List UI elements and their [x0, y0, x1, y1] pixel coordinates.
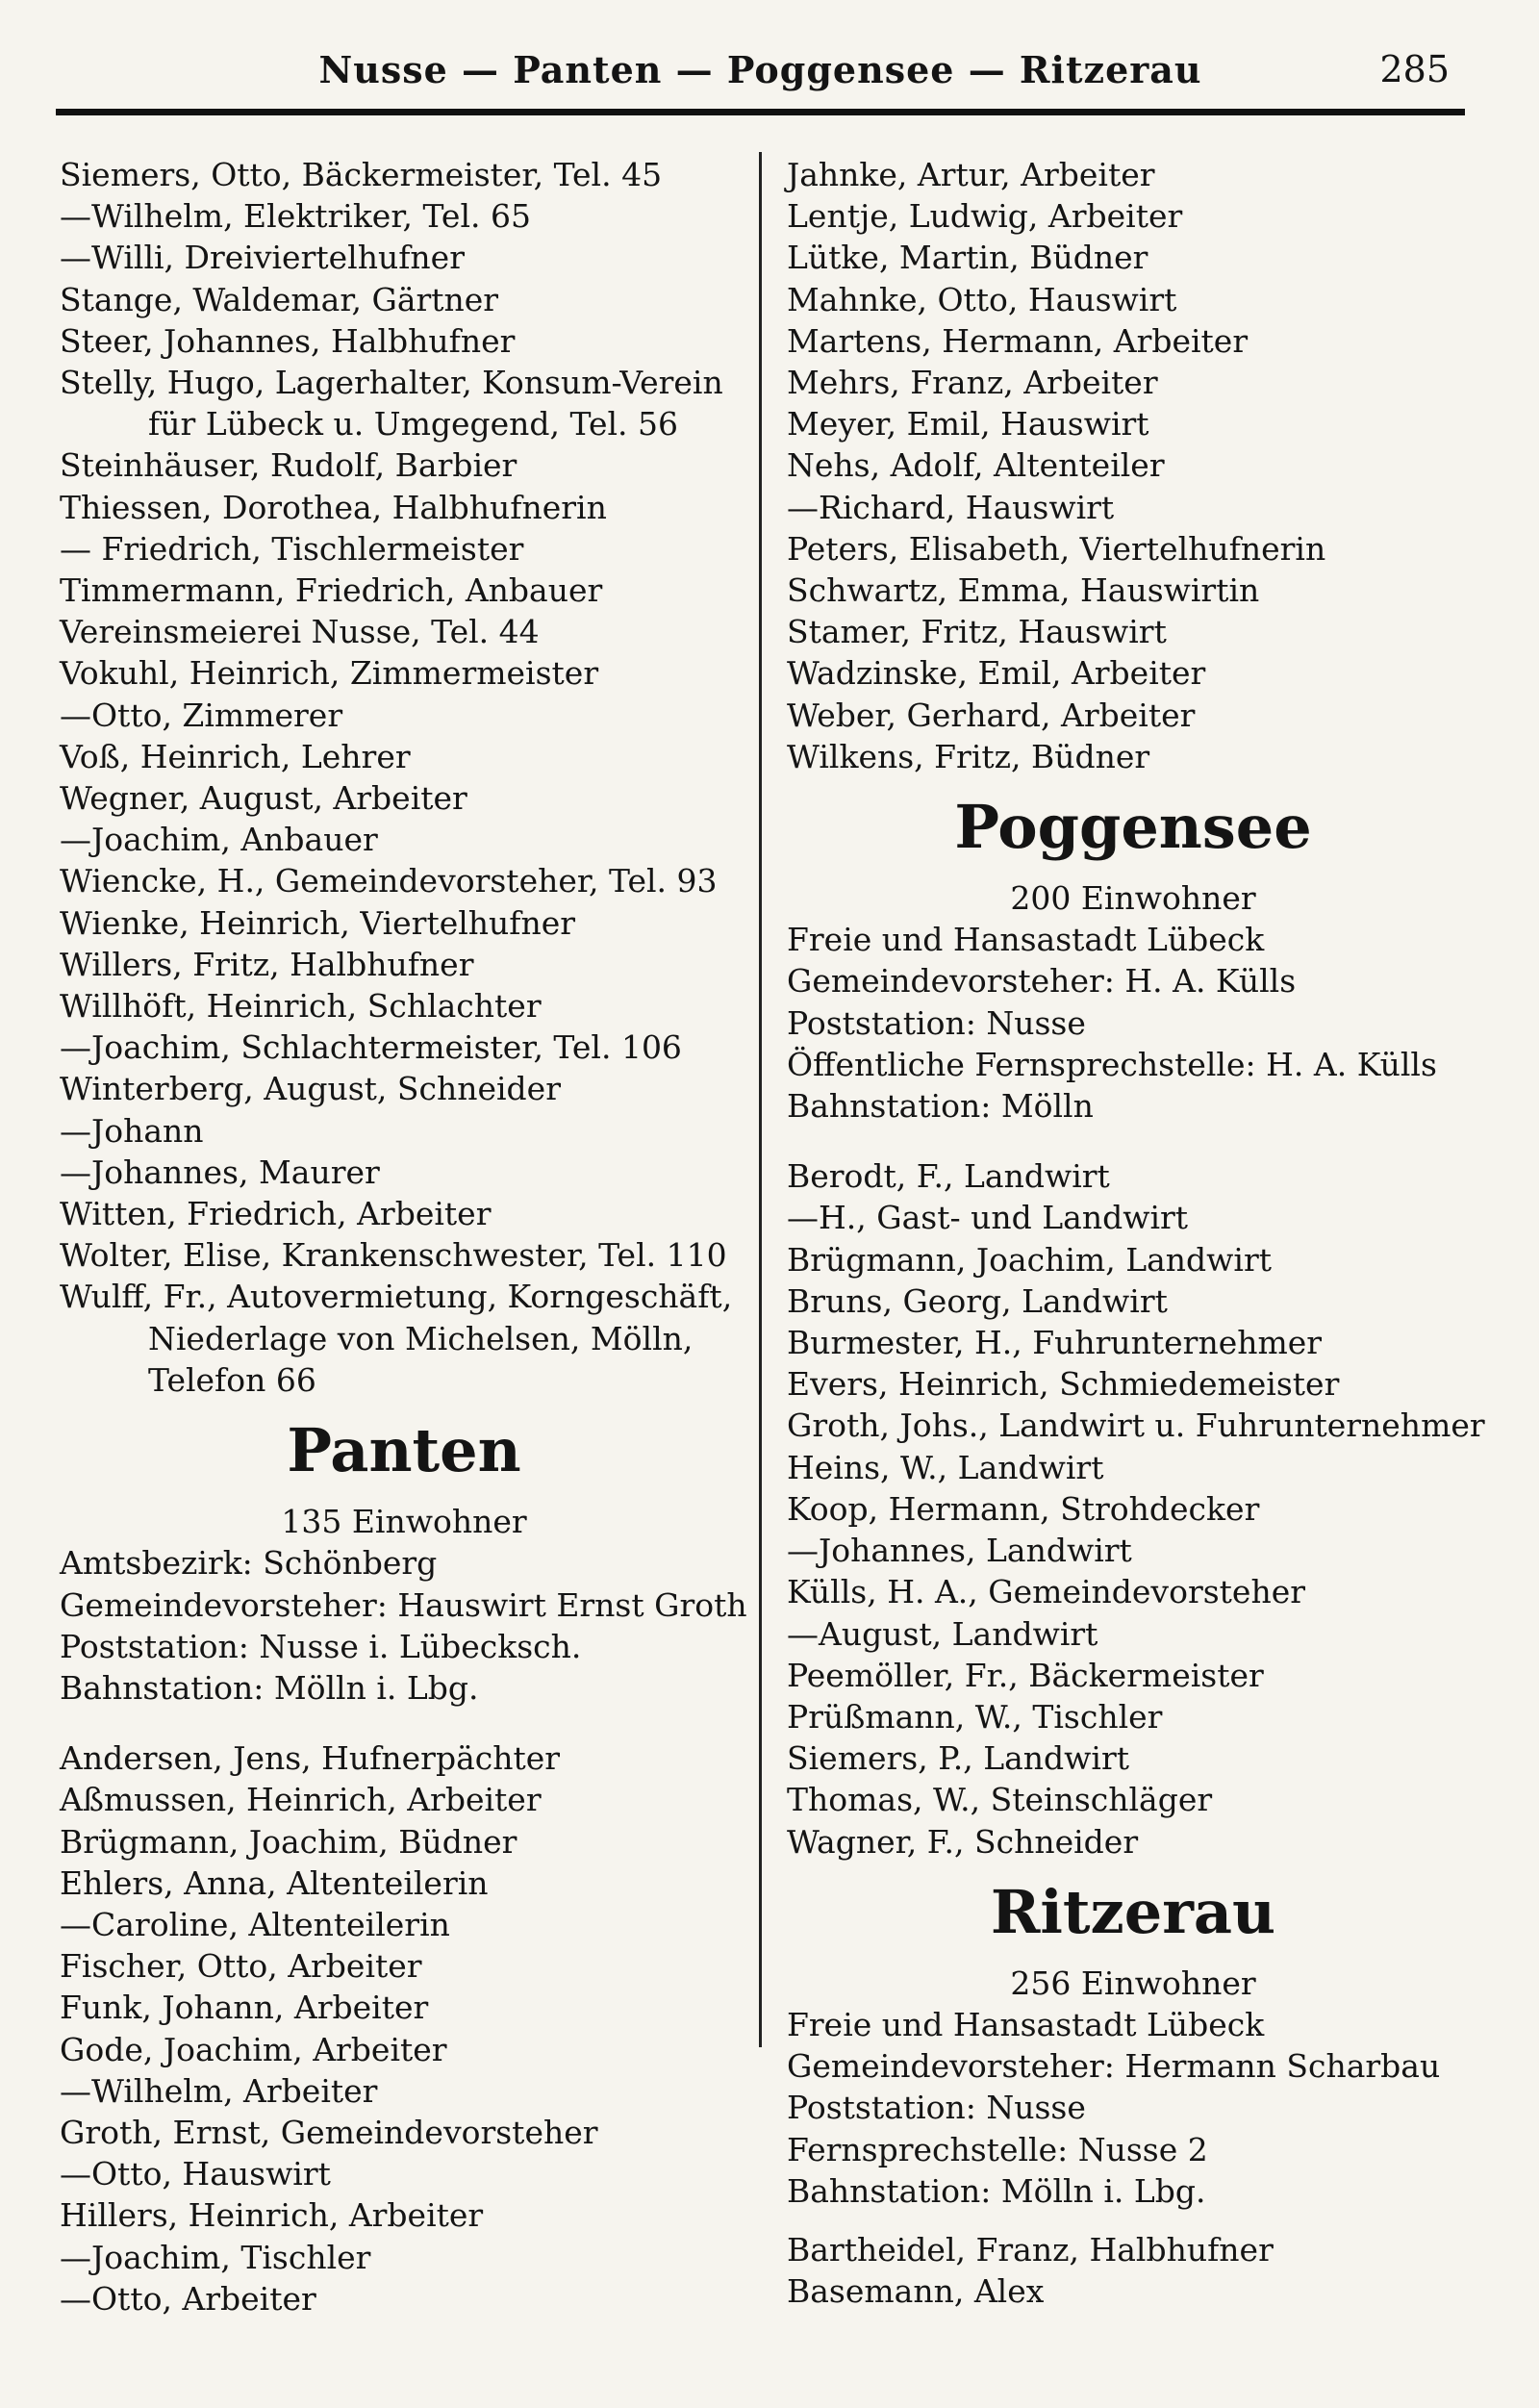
list-item: Burmester, H., Fuhrunternehmer — [787, 1324, 1323, 1362]
list-item: Wegner, August, Arbeiter — [60, 779, 467, 818]
list-item: Stamer, Fritz, Hauswirt — [787, 613, 1167, 651]
list-item: Witten, Friedrich, Arbeiter — [60, 1195, 492, 1233]
list-item: Heins, W., Landwirt — [787, 1448, 1104, 1486]
section-title-poggensee: Poggensee — [954, 792, 1312, 863]
population-count: 135 Einwohner — [281, 1503, 527, 1541]
list-item: Mahnke, Otto, Hauswirt — [787, 280, 1177, 318]
list-item: Lentje, Ludwig, Arbeiter — [787, 197, 1183, 236]
list-item: Wiencke, H., Gemeindevorsteher, Tel. 93 — [60, 862, 718, 900]
list-item: Steinhäuser, Rudolf, Barbier — [60, 446, 517, 485]
list-item: Jahnke, Artur, Arbeiter — [787, 156, 1155, 193]
info-line: Freie und Hansastadt Lübeck — [787, 921, 1265, 959]
list-item: Mehrs, Franz, Arbeiter — [787, 364, 1158, 402]
info-line: Poststation: Nusse — [787, 1003, 1086, 1042]
list-item: —Johannes, Maurer — [60, 1153, 380, 1191]
info-line: Gemeindevorsteher: Hauswirt Ernst Groth — [60, 1585, 747, 1624]
info-line: Freie und Hansastadt Lübeck — [787, 2005, 1265, 2043]
list-item: —H., Gast- und Landwirt — [787, 1199, 1189, 1237]
column-divider — [759, 152, 762, 2047]
list-item: Andersen, Jens, Hufnerpächter — [60, 1739, 561, 1778]
list-item: Voß, Heinrich, Lehrer — [60, 737, 411, 775]
list-item: Willers, Fritz, Halbhufner — [60, 945, 474, 983]
list-item: Stelly, Hugo, Lagerhalter, Konsum-Verein — [60, 364, 723, 402]
page-header — [56, 38, 1465, 106]
list-item: —Johannes, Landwirt — [787, 1532, 1132, 1570]
list-item: Schwartz, Emma, Hauswirtin — [787, 571, 1260, 610]
list-item: Brügmann, Joachim, Büdner — [60, 1822, 517, 1861]
list-item: — Friedrich, Tischlermeister — [60, 529, 524, 568]
list-item: Brügmann, Joachim, Landwirt — [787, 1240, 1272, 1279]
list-item: —Wilhelm, Elektriker, Tel. 65 — [60, 197, 531, 236]
list-item: Thiessen, Dorothea, Halbhufnerin — [60, 488, 607, 526]
list-item: Koop, Hermann, Strohdecker — [787, 1489, 1260, 1528]
list-item: Groth, Ernst, Gemeindevorsteher — [60, 2113, 598, 2151]
list-item: —Joachim, Tischler — [60, 2238, 371, 2276]
population-count: 256 Einwohner — [1010, 1964, 1256, 2002]
list-item: Ehlers, Anna, Altenteilerin — [60, 1863, 489, 1902]
list-item: Weber, Gerhard, Arbeiter — [787, 696, 1196, 734]
info-line: Poststation: Nusse i. Lübecksch. — [60, 1627, 582, 1665]
info-line: Poststation: Nusse — [787, 2089, 1086, 2127]
list-item: Vokuhl, Heinrich, Zimmermeister — [60, 654, 599, 693]
list-item: Meyer, Emil, Hauswirt — [787, 405, 1149, 444]
list-item: Peters, Elisabeth, Viertelhufnerin — [787, 529, 1326, 568]
list-item-continuation: für Lübeck u. Umgegend, Tel. 56 — [148, 405, 679, 444]
list-item: Thomas, W., Steinschläger — [787, 1781, 1213, 1819]
list-item: Wadzinske, Emil, Arbeiter — [787, 654, 1206, 693]
list-item: —Otto, Arbeiter — [60, 2279, 316, 2318]
section-title-panten: Panten — [287, 1415, 521, 1486]
list-item: Winterberg, August, Schneider — [60, 1070, 561, 1108]
list-item: —Otto, Hauswirt — [60, 2155, 331, 2193]
list-item: Siemers, P., Landwirt — [787, 1739, 1129, 1778]
list-item: Wolter, Elise, Krankenschwester, Tel. 110 — [60, 1236, 727, 1275]
list-item: Groth, Johs., Landwirt u. Fuhrunternehmer — [787, 1407, 1485, 1445]
list-item: Berodt, F., Landwirt — [787, 1157, 1110, 1196]
section-title-ritzerau: Ritzerau — [990, 1876, 1276, 1947]
list-item: Vereinsmeierei Nusse, Tel. 44 — [60, 613, 540, 651]
list-item: Fischer, Otto, Arbeiter — [60, 1947, 422, 1986]
list-item: Evers, Heinrich, Schmiedemeister — [787, 1365, 1340, 1404]
list-item: —Joachim, Anbauer — [60, 821, 378, 859]
info-line: Gemeindevorsteher: H. A. Külls — [787, 962, 1297, 1001]
list-item: Siemers, Otto, Bäckermeister, Tel. 45 — [60, 156, 663, 193]
right-column — [787, 154, 1485, 2312]
list-item: Hillers, Heinrich, Arbeiter — [60, 2196, 484, 2235]
running-title: Nusse — Panten — Poggensee — Ritzerau — [318, 48, 1202, 91]
list-item: Steer, Johannes, Halbhufner — [60, 321, 516, 360]
list-item: Bruns, Georg, Landwirt — [787, 1281, 1168, 1320]
list-item: Külls, H. A., Gemeindevorsteher — [787, 1573, 1306, 1611]
population-count: 200 Einwohner — [1010, 879, 1256, 918]
list-item-continuation: Niederlage von Michelsen, Mölln, — [148, 1319, 694, 1357]
list-item: —Wilhelm, Arbeiter — [60, 2071, 378, 2110]
list-item: Wagner, F., Schneider — [787, 1822, 1139, 1861]
list-item: —Willi, Dreiviertelhufner — [60, 239, 465, 277]
page-number: 285 — [1379, 48, 1450, 90]
header-rule — [56, 109, 1465, 115]
list-item: —August, Landwirt — [787, 1614, 1098, 1653]
list-item: Prüßmann, W., Tischler — [787, 1697, 1163, 1736]
info-line: Gemeindevorsteher: Hermann Scharbau — [787, 2047, 1441, 2086]
info-line: Fernsprechstelle: Nusse 2 — [787, 2130, 1208, 2168]
list-item: Wienke, Heinrich, Viertelhufner — [60, 903, 576, 942]
list-item: Aßmussen, Heinrich, Arbeiter — [60, 1781, 542, 1819]
info-line: Bahnstation: Mölln — [787, 1087, 1094, 1126]
list-item: —Joachim, Schlachtermeister, Tel. 106 — [60, 1028, 682, 1067]
list-item: Stange, Waldemar, Gärtner — [60, 280, 499, 318]
left-column — [60, 154, 748, 2319]
list-item: —Otto, Zimmerer — [60, 696, 343, 734]
list-item: Funk, Johann, Arbeiter — [60, 1989, 429, 2027]
list-item: Gode, Joachim, Arbeiter — [60, 2030, 447, 2068]
list-item: Willhöft, Heinrich, Schlachter — [60, 987, 542, 1026]
list-item: Martens, Hermann, Arbeiter — [787, 321, 1249, 360]
list-item: Basemann, Alex — [787, 2272, 1045, 2311]
info-line: Bahnstation: Mölln i. Lbg. — [787, 2171, 1206, 2210]
list-item: Timmermann, Friedrich, Anbauer — [60, 571, 603, 610]
info-line: Bahnstation: Mölln i. Lbg. — [60, 1668, 479, 1707]
list-item: Wilkens, Fritz, Büdner — [787, 737, 1150, 775]
list-item: Bartheidel, Franz, Halbhufner — [787, 2230, 1274, 2269]
list-item: Nehs, Adolf, Altenteiler — [787, 446, 1165, 485]
info-line: Öffentliche Fernsprechstelle: H. A. Külls — [787, 1045, 1437, 1083]
list-item: —Richard, Hauswirt — [787, 488, 1115, 526]
list-item: Lütke, Martin, Büdner — [787, 239, 1148, 277]
list-item-continuation: Telefon 66 — [148, 1360, 316, 1399]
info-line: Amtsbezirk: Schönberg — [60, 1544, 438, 1583]
list-item: Wulff, Fr., Autovermietung, Korngeschäft, — [60, 1278, 733, 1316]
list-item: —Johann — [60, 1111, 204, 1150]
list-item: —Caroline, Altenteilerin — [60, 1905, 450, 1943]
list-item: Peemöller, Fr., Bäckermeister — [787, 1656, 1264, 1694]
